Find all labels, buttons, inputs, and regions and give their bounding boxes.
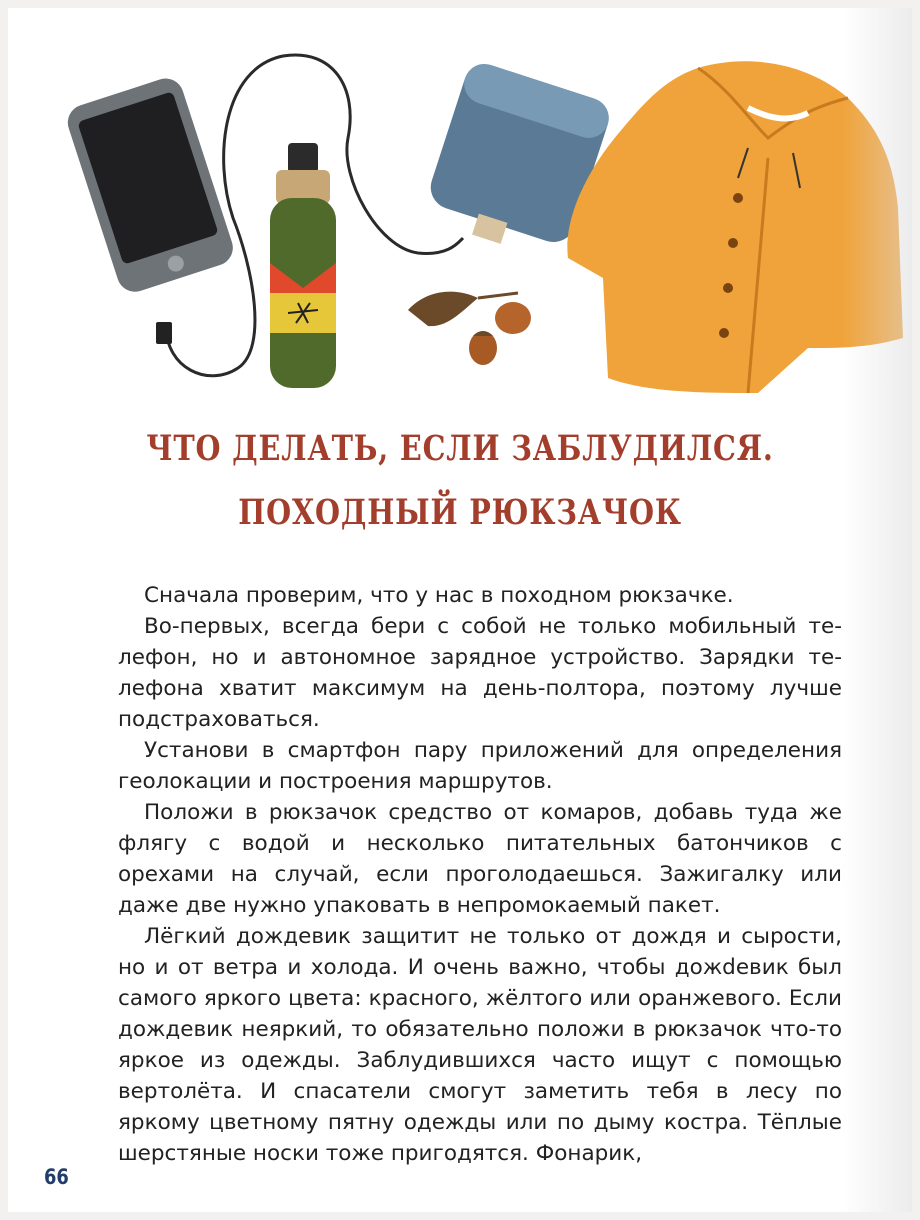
- paragraph: Лёгкий дождевик защитит не только от дождя и сырости, но и от ветра и холода. И очень важно, чтобы дожdевик был самого яркого цвета: красного, жёлтого или оранжевого. Если дождевик неяркий, то обязательно положи в рюкзачок что-то яркое из одежды. Заблудившихся часто ищут с помощью вертолёта. И спасатели смогут заметить тебя в лесу по яркому цветному пятну одежды или по дыму костра. Тёплые шерстяные носки тоже пригодятся. Фонарик,: [118, 924, 842, 1166]
- paragraph: Установи в смартфон пару приложений для определения геолокации и построения маршрутов.: [118, 738, 842, 794]
- page-number: 66: [44, 1165, 69, 1189]
- paragraph: Во-первых, всегда бери с собой не только мобильный телефон, но и автономное зарядное устройство. Зарядки телефона хватит максимум на день-полтора, поэтому лучше подстраховаться.: [118, 614, 842, 732]
- raincoat-icon: [567, 61, 903, 393]
- smartphone-icon: [63, 74, 237, 297]
- body-text: [118, 580, 842, 1169]
- insect-repellent-spray-icon: [270, 143, 336, 388]
- cable-plug-icon: [156, 322, 172, 344]
- illustration: [48, 48, 908, 408]
- page-title-line-1: ЧТО ДЕЛАТЬ, ЕСЛИ ЗАБЛУДИЛСЯ.: [146, 428, 774, 469]
- book-page: [8, 8, 912, 1212]
- paragraph: Сначала проверим, что у нас в походном рюкзачке.: [144, 583, 734, 608]
- page-title-line-2: ПОХОДНЫЙ РЮКЗАЧОК: [238, 492, 682, 533]
- paragraph: Положи в рюкзачок средство от комаров, добавь туда же флягу с водой и несколько питательных батончиков с орехами на случай, если проголодаешься. Зажигалку или даже две нужно упаковать в непромокаемый пакет.: [118, 800, 842, 918]
- acorn-branch-icon: [408, 292, 531, 365]
